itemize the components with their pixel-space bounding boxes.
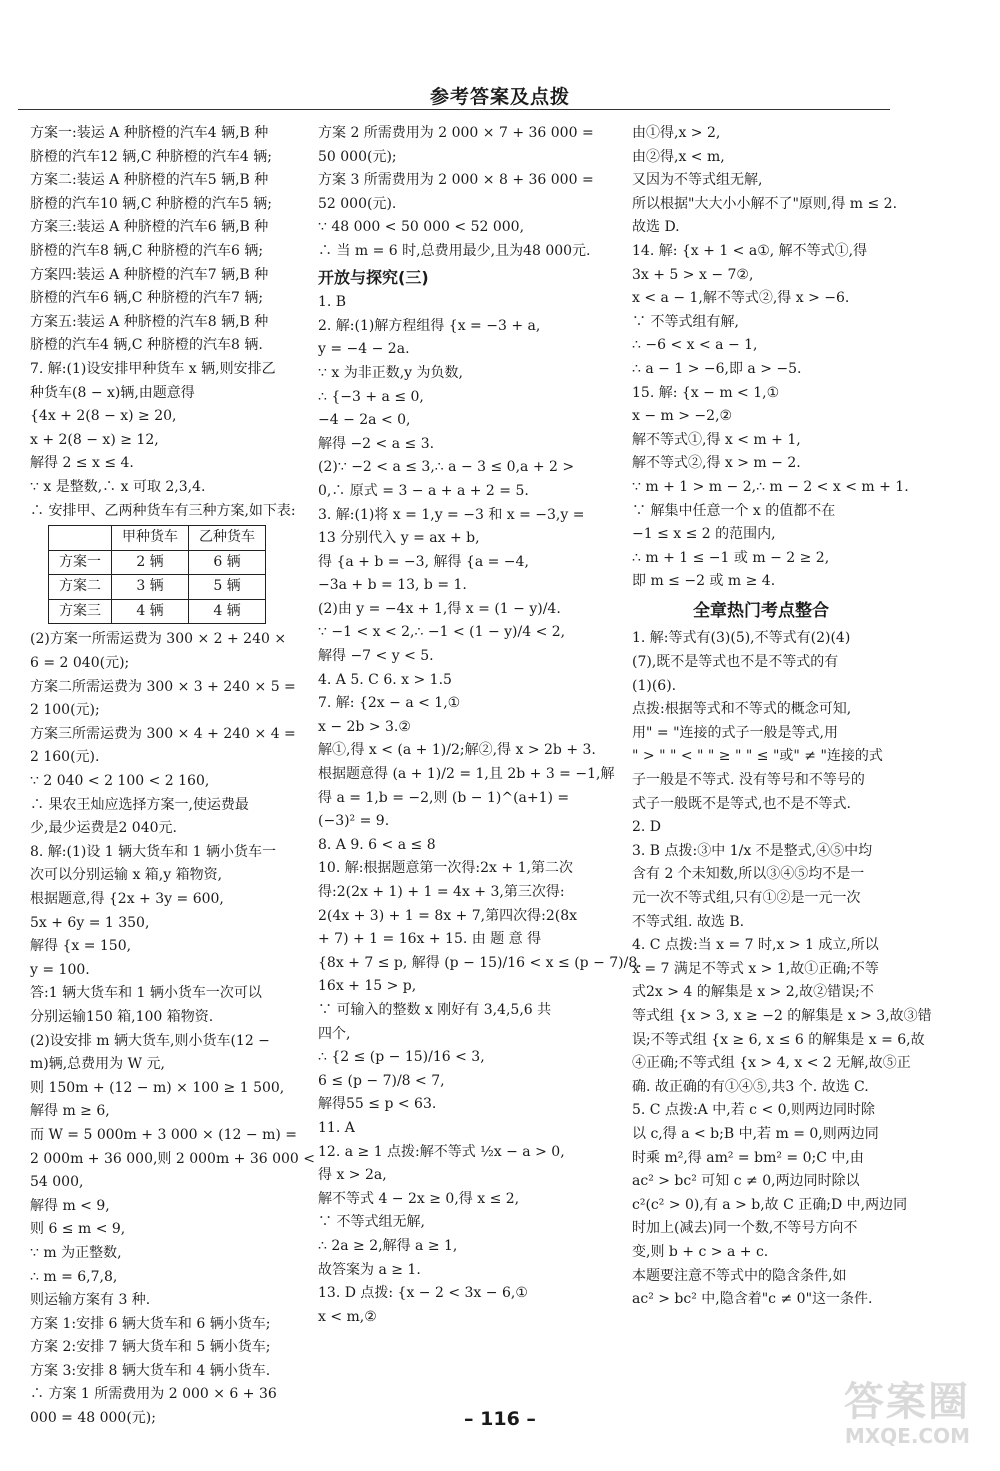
text-line: ∵ m 为正整数, (30, 1244, 122, 1261)
text-line: 确. 故正确的有①④⑤,共3 个. 故选 C. (632, 1078, 869, 1095)
text-line: ∴ 方案 1 所需费用为 2 000 × 6 + 36 (30, 1386, 277, 1403)
text-line: ∴ {−3 + a ≤ 0, (318, 388, 424, 405)
text-line: 由①得,x > 2, (632, 125, 721, 141)
text-line: 解不等式 4 − 2x ≥ 0,得 x ≤ 2, (318, 1190, 520, 1207)
text-line: 1. B (318, 294, 347, 311)
text-line: 脐橙的汽车12 辆,C 种脐橙的汽车4 辆; (30, 148, 272, 165)
column-1 (30, 122, 316, 1431)
text-line: (7),既不是等式也不是不等式的有 (632, 654, 839, 671)
table-cell: 方案三 (49, 599, 112, 624)
table-header-cell (49, 526, 112, 551)
text-line: 故选 D. (632, 219, 680, 236)
header-divider (18, 109, 890, 110)
text-line: 2 160(元). (30, 749, 100, 766)
text-line: 种货车(8 − x)辆,由题意得 (30, 384, 195, 401)
table-cell: 5 辆 (189, 575, 266, 600)
text-line: 本题要注意不等式中的隐含条件,如 (632, 1267, 847, 1284)
text-line: −4 − 2a < 0, (318, 412, 411, 429)
table-cell: 3 辆 (112, 575, 189, 600)
text-line: 脐橙的汽车10 辆,C 种脐橙的汽车5 辆; (30, 195, 272, 212)
text-line: −1 ≤ x ≤ 2 的范围内, (632, 526, 776, 543)
text-line: 脐橙的汽车6 辆,C 种脐橙的汽车7 辆; (30, 290, 264, 307)
text-line: 8. 解:(1)设 1 辆大货车和 1 辆小货车一 (30, 843, 276, 860)
text-line: ∴ a − 1 > −6,即 a > −5. (632, 360, 802, 377)
text-line: {8x + 7 ≤ p, 解得 (p − 15)/16 < x ≤ (p − 7)/8. (318, 954, 642, 971)
text-line: 解得 m ≥ 6, (30, 1103, 110, 1120)
text-line: 13 分别代入 y = ax + b, (318, 530, 480, 547)
watermark-text: 答案圈 (844, 1379, 970, 1425)
section-heading: 开放与探究(三) (318, 267, 429, 287)
text-line: 得:2(2x + 1) + 1 = 4x + 3,第三次得: (318, 884, 565, 900)
text-line: 方案二所需运费为 300 × 3 + 240 × 5 = (30, 678, 296, 695)
table-row (49, 599, 266, 624)
text-line: 12. a ≥ 1 点拨:解不等式 ½x − a > 0, (318, 1143, 565, 1160)
text-line: ∵ x 是整数,∴ x 可取 2,3,4. (30, 478, 206, 495)
text-line: 54 000, (30, 1174, 84, 1191)
table-header-cell: 乙种货车 (189, 526, 266, 551)
plan-table (48, 525, 266, 624)
text-line: 7. 解: {2x − a < 1,① (318, 695, 461, 712)
text-line: 解得 −7 < y < 5. (318, 648, 434, 665)
text-line: 点拨:根据等式和不等式的概念可知, (632, 701, 852, 718)
text-line: (2)由 y = −4x + 1,得 x = (1 − y)/4. (318, 600, 561, 617)
page-header-title: 参考答案及点拨 (429, 86, 570, 108)
text-line: 等式组 {x > 3, x ≥ −2 的解集是 x > 3,故③错 (632, 1007, 932, 1024)
text-line: 方案三:装运 A 种脐橙的汽车6 辆,B 种 (30, 219, 269, 236)
text-line: 而 W = 5 000m + 3 000 × (12 − m) = (30, 1126, 297, 1143)
table-cell: 方案一 (49, 550, 112, 575)
text-line: 4. A 5. C 6. x > 1.5 (318, 671, 452, 688)
text-line: 得 a = 1,b = −2,则 (b − 1)^(a+1) = (318, 789, 570, 806)
text-line: 式子一般既不是等式,也不是不等式. (632, 795, 851, 812)
text-line: x = 7 满足不等式 x > 1,故①正确;不等 (632, 960, 879, 977)
text-line: 则运输方案有 3 种. (30, 1292, 151, 1309)
text-line: x < m,② (318, 1308, 377, 1325)
text-line: ∴ 当 m = 6 时,总费用最少,且为48 000元. (318, 242, 591, 259)
column-3 (632, 122, 932, 1312)
text-line: 则 150m + (12 − m) × 100 ≥ 1 500, (30, 1079, 285, 1096)
table-cell: 2 辆 (112, 550, 189, 575)
text-line: 2(4x + 3) + 1 = 8x + 7,第四次得:2(8x (318, 907, 578, 924)
text-line: 故答案为 a ≥ 1. (318, 1261, 421, 1278)
text-line: 根据题意得 (a + 1)/2 = 1,且 2b + 3 = −1,解 (318, 766, 615, 783)
text-line: 解不等式①,得 x < m + 1, (632, 431, 801, 448)
text-line: 不等式组. 故选 B. (632, 913, 745, 930)
text-line: 方案 1:安排 6 辆大货车和 6 辆小货车; (30, 1315, 271, 1332)
text-line: 少,最少运费是2 040元. (30, 820, 177, 837)
text-line: (1)(6). (632, 677, 677, 694)
table-cell: 4 辆 (112, 599, 189, 624)
text-line: ∴ −6 < x < a − 1, (632, 337, 758, 354)
table-cell: 6 辆 (189, 550, 266, 575)
text-line: 以 c,得 a < b;B 中,若 m = 0,则两边同 (632, 1125, 879, 1142)
text-line: 7. 解:(1)设安排甲种货车 x 辆,则安排乙 (30, 360, 276, 377)
text-line: 次可以分别运输 x 箱,y 箱物资, (30, 867, 223, 884)
table-cell: 4 辆 (189, 599, 266, 624)
table-row (49, 550, 266, 575)
text-line: 用" = "连接的式子一般是等式,用 (632, 724, 838, 741)
text-line: 则 6 ≤ m < 9, (30, 1221, 126, 1238)
text-line: 由②得,x < m, (632, 148, 725, 165)
text-line: 四个, (318, 1025, 351, 1042)
text-line: 解得 {x = 150, (30, 938, 132, 955)
text-line: ∴ 安排甲、乙两种货车有三种方案,如下表: (30, 502, 296, 519)
text-line: ac² > bc² 可知 c ≠ 0,两边同时除以 (632, 1173, 860, 1190)
text-line: 子一般是不等式. 没有等号和不等号的 (632, 772, 865, 789)
text-line: 解不等式②,得 x > m − 2. (632, 455, 801, 472)
text-line: ∵ −1 < x < 2,∴ −1 < (1 − y)/4 < 2, (318, 624, 566, 641)
text-line: 即 m ≤ −2 或 m ≥ 4. (632, 573, 776, 590)
text-line: ∵ 48 000 < 50 000 < 52 000, (318, 219, 525, 236)
table-row (49, 575, 266, 600)
text-line: 解得 −2 < a ≤ 3. (318, 435, 435, 452)
text-line: 4. C 点拨:当 x = 7 时,x > 1 成立,所以 (632, 937, 879, 954)
text-line: 误;不等式组 {x ≥ 6, x ≤ 6 的解集是 x = 6,故 (632, 1031, 925, 1048)
text-line: ∵ 不等式组有解, (632, 313, 739, 330)
watermark-site: MXQE.COM (844, 1424, 970, 1448)
text-line: −3a + b = 13, b = 1. (318, 577, 467, 594)
text-line: 元一次不等式组,只有①②是一元一次 (632, 890, 861, 906)
text-line: 50 000(元); (318, 148, 397, 165)
text-line: 分别运输150 箱,100 箱物资. (30, 1008, 214, 1025)
text-line: ∴ 果农王灿应选择方案一,使运费最 (30, 796, 249, 813)
text-line: ∵ 2 040 < 2 100 < 2 160, (30, 773, 210, 790)
text-line: ac² > bc² 中,隐含着"c ≠ 0"这一条件. (632, 1291, 873, 1308)
text-line: 8. A 9. 6 < a ≤ 8 (318, 836, 436, 853)
text-line: 变,则 b + c > a + c. (632, 1243, 769, 1260)
text-line: 11. A (318, 1119, 355, 1136)
text-line: ∴ m = 6,7,8, (30, 1268, 118, 1285)
text-line: " > " " < " " ≥ " " ≤ "或" ≠ "连接的式 (632, 748, 883, 765)
text-line: 5x + 6y = 1 350, (30, 914, 150, 931)
text-line: ④正确;不等式组 {x > 4, x < 2 无解,故⑤正 (632, 1055, 911, 1072)
text-line: 得 {a + b = −3, 解得 {a = −4, (318, 553, 529, 570)
text-line: (2)设安排 m 辆大货车,则小货车(12 − (30, 1032, 270, 1049)
text-line: ∵ m + 1 > m − 2,∴ m − 2 < x < m + 1. (632, 478, 909, 495)
text-line: 3x + 5 > x − 7②, (632, 266, 754, 283)
table-header-cell: 甲种货车 (112, 526, 189, 551)
text-line: ∵ 可输入的整数 x 刚好有 3,4,5,6 共 (318, 1001, 552, 1018)
text-line: ∴ 2a ≥ 2,解得 a ≥ 1, (318, 1237, 458, 1254)
text-line: ∵ 不等式组无解, (318, 1214, 425, 1231)
text-line: 方案二:装运 A 种脐橙的汽车5 辆,B 种 (30, 172, 269, 189)
text-line: 解得 m < 9, (30, 1197, 110, 1214)
text-line: 15. 解: {x − m < 1,① (632, 384, 780, 401)
text-line: 2 000m + 36 000,则 2 000m + 36 000 < (30, 1150, 316, 1167)
text-line: 方案一:装运 A 种脐橙的汽车4 辆,B 种 (30, 125, 269, 141)
text-line: 根据题意,得 {2x + 3y = 600, (30, 891, 224, 907)
text-line: y = −4 − 2a. (318, 341, 410, 358)
text-line: 10. 解:根据题意第一次得:2x + 1,第二次 (318, 860, 573, 877)
text-line: 含有 2 个未知数,所以③④⑤均不是一 (632, 866, 865, 883)
text-line: 0,∴ 原式 = 3 − a + a + 2 = 5. (318, 482, 529, 499)
text-line: 又因为不等式组无解, (632, 172, 763, 189)
text-line: 6 ≤ (p − 7)/8 < 7, (318, 1072, 445, 1089)
page-number: – 116 – (464, 1408, 536, 1430)
text-line: 解①,得 x < (a + 1)/2;解②,得 x > 2b + 3. (318, 742, 596, 759)
text-line: 52 000(元). (318, 195, 397, 212)
table-cell: 方案二 (49, 575, 112, 600)
text-line: x − 2b > 3.② (318, 718, 411, 735)
text-line: 6 = 2 040(元); (30, 655, 130, 672)
text-line: 解得 2 ≤ x ≤ 4. (30, 455, 134, 472)
text-line: 时乘 m²,得 am² = bm² = 0;C 中,由 (632, 1149, 864, 1166)
text-line: 方案三所需运费为 300 × 4 + 240 × 4 = (30, 725, 296, 742)
text-line: 所以根据"大大小小解不了"原则,得 m ≤ 2. (632, 195, 898, 212)
text-line: 方案 2:安排 7 辆大货车和 5 辆小货车; (30, 1339, 271, 1356)
text-line: ∴ m + 1 ≤ −1 或 m − 2 ≥ 2, (632, 549, 830, 566)
text-line: 5. C 点拨:A 中,若 c < 0,则两边同时除 (632, 1102, 875, 1119)
text-line: 1. 解:等式有(3)(5),不等式有(2)(4) (632, 630, 851, 647)
text-line: 14. 解: {x + 1 < a①, 解不等式①,得 (632, 242, 868, 259)
column-2 (318, 122, 642, 1329)
text-line: ∵ x 为非正数,y 为负数, (318, 364, 463, 381)
text-line: 方案 3:安排 8 辆大货车和 4 辆小货车. (30, 1362, 271, 1379)
text-line: (−3)² = 9. (318, 813, 390, 830)
text-line: 方案五:装运 A 种脐橙的汽车8 辆,B 种 (30, 313, 269, 330)
watermark-logo (780, 1380, 970, 1460)
text-line: 脐橙的汽车4 辆,C 种脐橙的汽车8 辆. (30, 337, 263, 354)
text-line: 式2x > 4 的解集是 x > 2,故②错误;不 (632, 984, 874, 1001)
text-line: 2. D (632, 819, 662, 836)
text-line: 000 = 48 000(元); (30, 1410, 156, 1427)
text-line: x < a − 1,解不等式②,得 x > −6. (632, 290, 850, 307)
text-line: (2)方案一所需运费为 300 × 2 + 240 × (30, 631, 287, 648)
text-line: x + 2(8 − x) ≥ 12, (30, 431, 159, 448)
table-header-row (49, 526, 266, 551)
text-line: 3. B 点拨:③中 1/x 不是整式,④⑤中均 (632, 842, 873, 859)
text-line: 2. 解:(1)解方程组得 {x = −3 + a, (318, 317, 541, 334)
text-line: m)辆,总费用为 W 元, (30, 1056, 165, 1073)
text-line: 13. D 点拨: {x − 2 < 3x − 6,① (318, 1285, 528, 1302)
text-line: y = 100. (30, 961, 90, 978)
text-line: 脐橙的汽车8 辆,C 种脐橙的汽车6 辆; (30, 242, 264, 259)
text-line: ∴ {2 ≤ (p − 15)/16 < 3, (318, 1049, 485, 1066)
text-line: 3. 解:(1)将 x = 1,y = −3 和 x = −3,y = (318, 506, 585, 523)
section-heading: 全章热门考点整合 (693, 600, 829, 621)
text-line: ∵ 解集中任意一个 x 的值都不在 (632, 502, 836, 519)
text-line: {4x + 2(8 − x) ≥ 20, (30, 408, 177, 425)
text-line: 2 100(元); (30, 702, 100, 719)
text-line: 方案四:装运 A 种脐橙的汽车7 辆,B 种 (30, 266, 269, 283)
text-line: c²(c² > 0),有 a > b,故 C 正确;D 中,两边同 (632, 1196, 908, 1213)
text-line: 时加上(减去)同一个数,不等号方向不 (632, 1220, 858, 1237)
text-line: 方案 2 所需费用为 2 000 × 7 + 36 000 = (318, 125, 594, 141)
text-line: 方案 3 所需费用为 2 000 × 8 + 36 000 = (318, 172, 594, 189)
text-line: + 7) + 1 = 16x + 15. 由 题 意 得 (318, 931, 542, 948)
text-line: x − m > −2,② (632, 408, 733, 425)
text-line: 16x + 15 > p, (318, 978, 417, 995)
text-line: (2)∵ −2 < a ≤ 3,∴ a − 3 ≤ 0,a + 2 > (318, 459, 575, 476)
text-line: 得 x > 2a, (318, 1167, 387, 1184)
text-line: 答:1 辆大货车和 1 辆小货车一次可以 (30, 985, 262, 1002)
text-line: 解得55 ≤ p < 63. (318, 1096, 437, 1113)
